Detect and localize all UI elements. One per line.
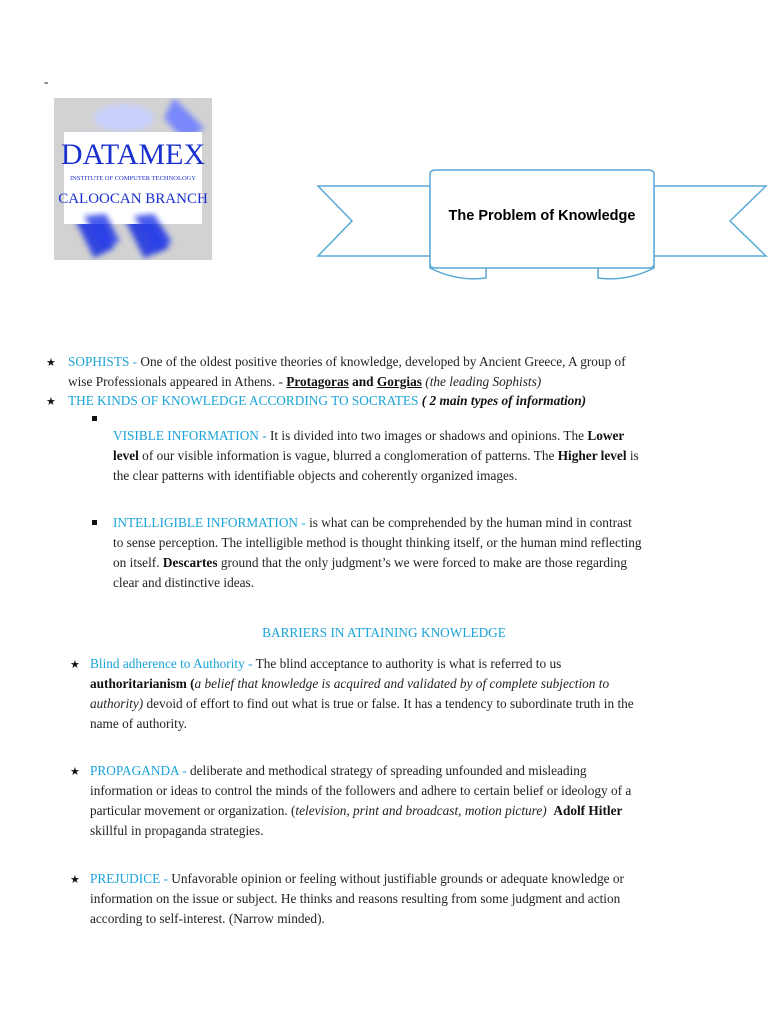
intelligible-line-1: is what can be comprehended by the human mind in contrast — [305, 515, 632, 530]
star-bullet-icon: ★ — [70, 658, 80, 671]
square-bullet-icon — [92, 520, 97, 525]
kinds-term: THE KINDS OF KNOWLEDGE ACCORDING TO SOCRATES — [68, 393, 419, 408]
intelligible-information-item — [113, 513, 768, 593]
intelligible-term: INTELLIGIBLE INFORMATION - — [113, 515, 306, 530]
datamex-logo — [54, 98, 212, 260]
authority-line-3-italic: authority) — [90, 696, 144, 711]
propaganda-term: PROPAGANDA - — [90, 763, 187, 778]
logo-tagline: INSTITUTE OF COMPUTER TECHNOLOGY — [69, 175, 197, 182]
sophists-item — [68, 352, 768, 392]
prejudice-line-3: according to self-interest. (Narrow minded). — [90, 911, 325, 926]
authority-line-2: a belief that knowledge is acquired and validated by of complete subjection to — [194, 676, 610, 691]
star-bullet-icon: ★ — [70, 765, 80, 778]
page-title: The Problem of Knowledge — [448, 208, 636, 224]
intelligible-line-3a: on itself. — [113, 555, 163, 570]
visible-line-2-end: is — [626, 448, 639, 463]
visible-line-2: of our visible information is vague, blurred a conglomeration of patterns. The — [138, 448, 558, 463]
propaganda-line-1: deliberate and methodical strategy of spreading unfounded and misleading — [186, 763, 587, 778]
intelligible-line-2: to sense perception. The intelligible method is thought thinking itself, or the human mind reflecting — [113, 535, 642, 550]
gorgias-link: Gorgias — [376, 374, 422, 389]
protagoras-link: Protagoras — [286, 374, 349, 389]
visible-level: level — [113, 448, 139, 463]
visible-line-1: It is divided into two images or shadows and opinions. The — [266, 428, 588, 443]
intelligible-line-3b: ground that the only judgment’s we were forced to make are those regarding — [217, 555, 627, 570]
authority-term: Blind adherence to Authority - — [90, 656, 253, 671]
logo-name: DATAMEX — [60, 138, 206, 171]
logo-branch: CALOOCAN BRANCH — [58, 191, 208, 207]
square-bullet-icon — [92, 416, 97, 421]
kinds-note: ( 2 main types of information) — [418, 393, 587, 408]
star-bullet-icon: ★ — [46, 356, 56, 369]
adolf-hitler: Adolf Hitler — [553, 803, 623, 818]
authority-item — [90, 654, 768, 734]
stray-dash: - — [44, 74, 49, 89]
prejudice-line-1: Unfavorable opinion or feeling without justifiable grounds or adequate knowledge or — [167, 871, 624, 886]
sophists-text-2: wise Professionals appeared in Athens. - — [68, 374, 287, 389]
authority-line-3: devoid of effort to find out what is true or false. It has a tendency to subordinate truth in the — [143, 696, 634, 711]
visible-line-3: the clear patterns with identifiable objects and coherently organized images. — [113, 468, 518, 483]
visible-higher: Higher level — [557, 448, 627, 463]
prejudice-line-2: information on the issue or subject. He thinks and reasons resulting from some judgment and action — [90, 891, 621, 906]
sophists-note: (the leading Sophists) — [421, 374, 542, 389]
prejudice-item — [90, 869, 768, 929]
propaganda-line-3-italic: television, print and broadcast, motion picture) — [295, 803, 547, 818]
title-ribbon — [316, 168, 768, 284]
sophists-text: One of the oldest positive theories of knowledge, developed by Ancient Greece, A group of — [137, 354, 626, 369]
star-bullet-icon: ★ — [46, 395, 56, 408]
propaganda-item — [90, 761, 768, 841]
propaganda-line-3a: particular movement or organization. ( — [90, 803, 296, 818]
kinds-item — [68, 391, 768, 411]
sophists-term: SOPHISTS - — [68, 354, 138, 369]
sophists-and: and — [348, 374, 377, 389]
prejudice-term: PREJUDICE - — [90, 871, 168, 886]
propaganda-line-2: information or ideas to control the minds of the followers and adhere to certain belief or ideology of a — [90, 783, 632, 798]
descartes: Descartes — [162, 555, 218, 570]
visible-term: VISIBLE INFORMATION - — [113, 428, 267, 443]
barriers-heading: BARRIERS IN ATTAINING KNOWLEDGE — [262, 625, 506, 640]
visible-information-item — [113, 426, 768, 486]
propaganda-line-4: skillful in propaganda strategies. — [90, 823, 264, 838]
authority-line-1: The blind acceptance to authority is what is referred to us — [252, 656, 562, 671]
authoritarianism: authoritarianism ( — [90, 676, 195, 691]
star-bullet-icon: ★ — [70, 873, 80, 886]
authority-line-4: name of authority. — [90, 716, 187, 731]
intelligible-line-4: clear and distinctive ideas. — [113, 575, 255, 590]
visible-lower: Lower — [587, 428, 625, 443]
